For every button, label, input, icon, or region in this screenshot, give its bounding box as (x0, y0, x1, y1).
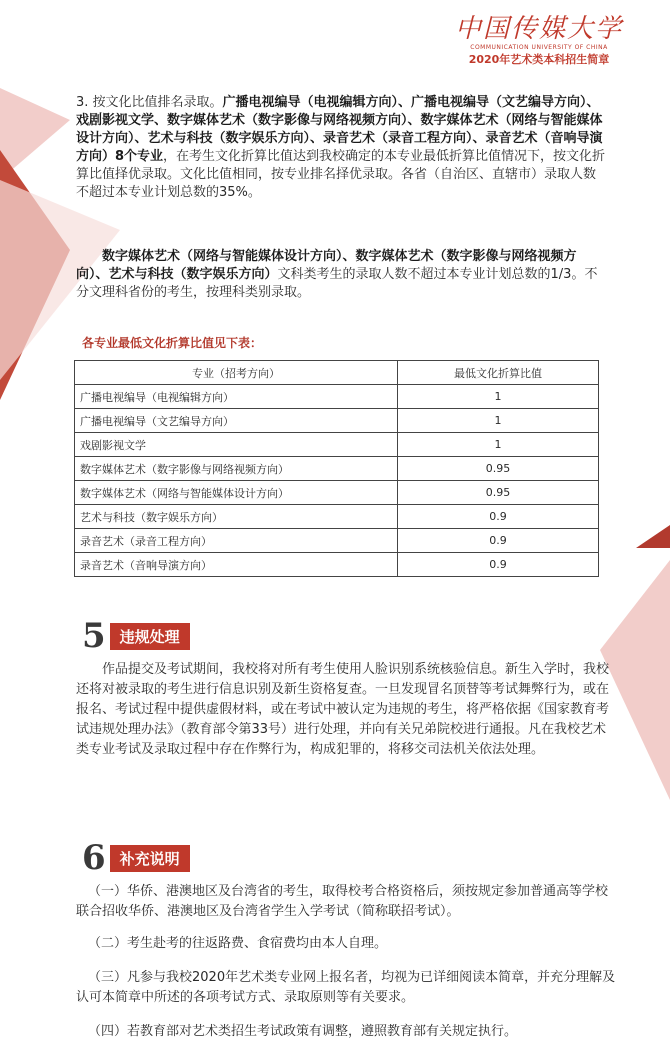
ratio-cell: 1 (398, 385, 599, 409)
paragraph-rule-3 (76, 94, 606, 202)
table-row (75, 457, 599, 481)
section-6-heading (82, 838, 190, 878)
section-6-title: 补充说明 (110, 845, 190, 872)
right-red-triangle (636, 525, 670, 548)
ratio-cell: 0.9 (398, 505, 599, 529)
paragraph-media-arts (76, 248, 606, 302)
section-5-text: 作品提交及考试期间，我校将对所有考生使用人脸识别系统核验信息。新生入学时，我校还将对被录取的考生进行信息识别及新生资格复查。一旦发现冒名顶替等考试舞弊行为，或在报名、考试过程中提供虚假材料，或在考试中被认定为违规的考生，将严格依据《国家教育考试违规处理办法》（教育部令第33号）进行处理，并向有关兄弟院校进行通报。凡在我校艺术类专业考试及录取过程中存在作弊行为，构成犯罪的，将移交司法机关依法处理。 (76, 662, 610, 757)
section-6-item-3: （三）凡参与我校2020年艺术类专业网上报名者，均视为已详细阅读本简章，并充分理解及认可本简章中所述的各项考试方式、录取原则等有关要求。 (76, 970, 616, 1005)
header-ratio: 最低文化折算比值 (398, 361, 599, 385)
logo-text: 中国传媒大学 (454, 14, 623, 44)
major-cell: 数字媒体艺术（数字影像与网络视频方向） (75, 457, 398, 481)
major-cell: 录音艺术（音响导演方向） (75, 553, 398, 577)
ratio-table (74, 360, 599, 577)
major-cell: 广播电视编导（电视编辑方向） (75, 385, 398, 409)
section-6-number: 6 (82, 838, 106, 878)
ratio-cell: 1 (398, 433, 599, 457)
major-cell: 艺术与科技（数字娱乐方向） (75, 505, 398, 529)
section-5-title: 违规处理 (110, 623, 190, 650)
table-row (75, 553, 599, 577)
section-5-heading (82, 616, 190, 656)
section-5-number: 5 (82, 616, 106, 656)
rule-3-rest: ，在考生文化折算比值达到我校确定的本专业最低折算比值情况下，按文化折算比值择优录取。文化比值相同，按专业排名择优录取。各省（自治区、直辖市）录取人数不超过本专业计划总数的35%。 (76, 149, 606, 200)
rule-3-majors: 广播电视编导（电视编辑方向）、广播电视编导（文艺编导方向）、戏剧影视文学、数字媒体艺术（数字影像与网络视频方向）、数字媒体艺术（网络与智能媒体设计方向）、艺术与科技（数字娱乐方向）、录音艺术（录音工程方向）、录音艺术（音响导演方向）8个专业 (76, 95, 603, 164)
header-major: 专业（招考方向） (75, 361, 398, 385)
ratio-cell: 1 (398, 409, 599, 433)
table-row (75, 385, 599, 409)
ratio-cell: 0.9 (398, 553, 599, 577)
ratio-cell: 0.95 (398, 457, 599, 481)
table-row (75, 505, 599, 529)
table-row (75, 529, 599, 553)
section-6-item-2: （二）考生赴考的往返路费、食宿费均由本人自理。 (88, 936, 388, 951)
rule-3-prefix: 3. 按文化比值排名录取。 (76, 95, 223, 110)
major-cell: 数字媒体艺术（网络与智能媒体设计方向） (75, 481, 398, 505)
university-logo (454, 14, 624, 68)
logo-subtitle: COMMUNICATION UNIVERSITY OF CHINA (470, 44, 608, 51)
table-row (75, 409, 599, 433)
ratio-cell: 0.9 (398, 529, 599, 553)
table-header-row (75, 361, 599, 385)
major-cell: 广播电视编导（文艺编导方向） (75, 409, 398, 433)
media-rest: 文科类考生的录取人数不超过本专业计划总数的1/3。不分文理科省份的考生，按理科类别录取。 (76, 267, 598, 300)
table-note: 各专业最低文化折算比值见下表： (82, 336, 263, 350)
section-6-item-1: （一）华侨、港澳地区及台湾省的考生，取得校考合格资格后，须按规定参加普通高等学校联合招收华侨、港澳地区及台湾省学生入学考试（简称联招考试）。 (76, 884, 609, 919)
major-cell: 戏剧影视文学 (75, 433, 398, 457)
major-cell: 录音艺术（录音工程方向） (75, 529, 398, 553)
table-row (75, 433, 599, 457)
media-majors: 数字媒体艺术（网络与智能媒体设计方向）、数字媒体艺术（数字影像与网络视频方向）、艺术与科技（数字娱乐方向） (76, 249, 577, 282)
ratio-cell: 0.95 (398, 481, 599, 505)
brochure-title: 2020年艺术类本科招生简章 (468, 53, 610, 66)
table-row (75, 481, 599, 505)
section-6-item-4: （四）若教育部对艺术类招生考试政策有调整，遵照教育部有关规定执行。 (88, 1024, 518, 1039)
